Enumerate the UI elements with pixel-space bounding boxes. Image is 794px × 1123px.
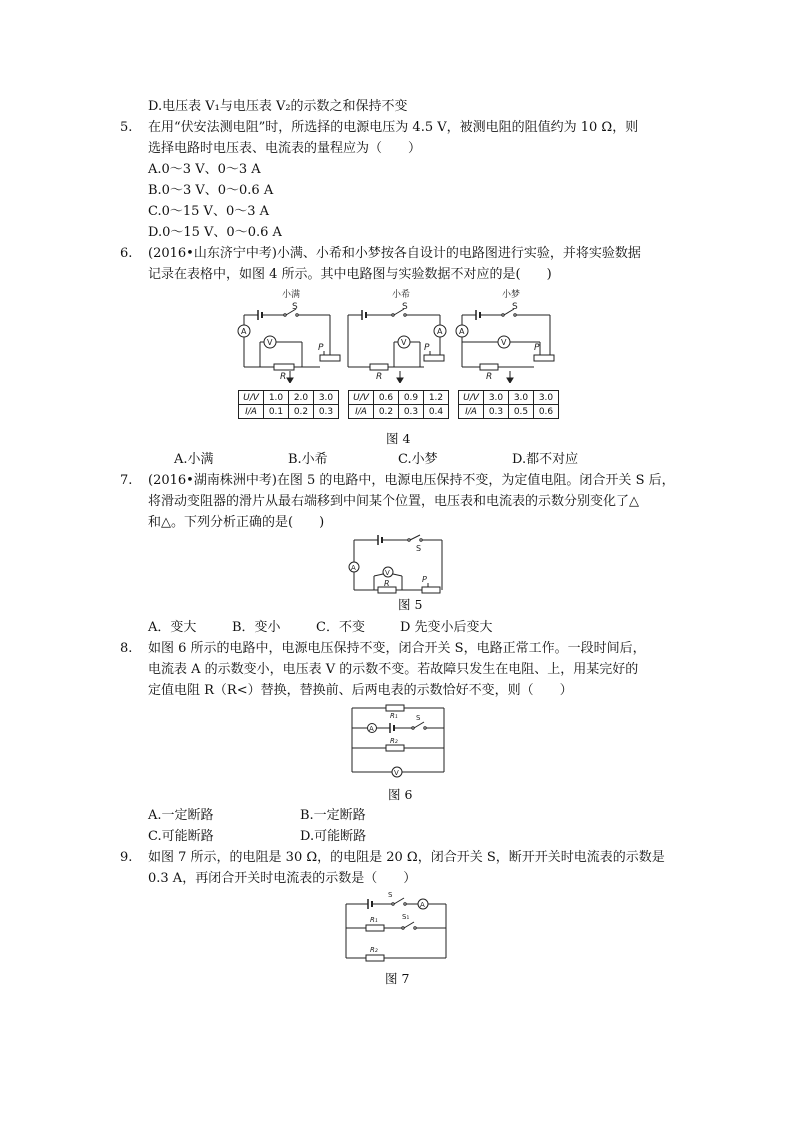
svg-text:P: P: [318, 343, 324, 353]
table-header: I/A: [459, 405, 484, 419]
question-text: 如图 7 所示，的电阻是 30 Ω，的电阻是 20 Ω，闭合开关 S，断开开关时电流表的示数是: [148, 850, 665, 865]
svg-text:S: S: [512, 302, 518, 312]
question-text: 和△。下列分析正确的是( ): [148, 515, 325, 530]
svg-text:P: P: [422, 575, 427, 584]
option: C.可能断路: [148, 829, 214, 844]
option: D.都不对应: [512, 452, 579, 467]
option: D.0～15 V、0～0.6 A: [148, 225, 282, 240]
svg-text:V: V: [394, 769, 399, 777]
table-cell: 1.2: [424, 391, 449, 405]
question-text: 0.3 A，再闭合开关时电流表的示数是（ ）: [148, 871, 417, 886]
table-row: [239, 391, 339, 405]
table-cell: 0.5: [509, 405, 534, 419]
svg-text:S₁: S₁: [402, 913, 410, 921]
table-cell: 0.6: [534, 405, 559, 419]
resistor-icon: [274, 364, 294, 370]
svg-text:S: S: [402, 302, 408, 312]
resistor-icon: [386, 745, 404, 751]
option: D.可能断路: [300, 829, 367, 844]
figure-caption: 图 4: [386, 431, 411, 446]
table-row: [239, 405, 339, 419]
question-text: 如图 6 所示的电路中，电源电压保持不变，闭合开关 S，电路正常工作。一段时间后，: [148, 641, 646, 656]
table-header: I/A: [349, 405, 374, 419]
switch-label: S: [416, 544, 422, 553]
figure-4-circuits: [232, 287, 562, 383]
figure-caption: 图 5: [398, 597, 423, 612]
svg-text:A: A: [459, 327, 465, 336]
option: A.小满: [174, 452, 214, 467]
table-row: [459, 405, 559, 419]
table-cell: 0.3: [484, 405, 509, 419]
switch-label: S: [416, 714, 421, 722]
resistor-icon: [366, 925, 384, 931]
svg-text:A: A: [369, 725, 374, 733]
svg-text:V: V: [501, 338, 507, 347]
option: A.0～3 V、0～3 A: [148, 162, 261, 177]
table-cell: 0.4: [424, 405, 449, 419]
svg-text:R: R: [376, 372, 383, 382]
resistor-icon: [370, 364, 388, 370]
circuit-diagram: [348, 288, 446, 383]
table-header: U/V: [349, 391, 374, 405]
svg-text:R₂: R₂: [390, 737, 398, 745]
svg-text:R: R: [486, 372, 493, 382]
figure-7-circuit: [340, 890, 452, 964]
switch-label: S: [388, 891, 393, 899]
rheostat-icon: [320, 355, 340, 361]
rheostat-icon: [534, 355, 554, 361]
table-cell: 0.3: [399, 405, 424, 419]
option: A．变大: [148, 620, 197, 635]
table-cell: 3.0: [314, 391, 339, 405]
table-header: I/A: [239, 405, 264, 419]
circuit-label: 小梦: [502, 290, 521, 300]
table-cell: 3.0: [534, 391, 559, 405]
option: B.一定断路: [300, 808, 366, 823]
table-header: U/V: [459, 391, 484, 405]
option: D 先变小后变大: [400, 620, 493, 635]
data-table-xiaomeng: [458, 390, 559, 419]
question-text: 将滑动变阻器的滑片从最右端移到中间某个位置，电压表和电流表的示数分别变化了△: [148, 494, 639, 509]
data-table-xiaoxi: [348, 390, 449, 419]
resistor-icon: [386, 705, 404, 711]
svg-text:V: V: [401, 338, 407, 347]
option: B.小希: [288, 452, 328, 467]
svg-text:R₁: R₁: [370, 916, 378, 924]
svg-text:P: P: [424, 343, 430, 353]
option: B.0～3 V、0～0.6 A: [148, 183, 274, 198]
svg-text:A: A: [241, 327, 247, 336]
question-text: 选择电路时电压表、电流表的量程应为（ ）: [148, 141, 422, 156]
table-cell: 0.3: [314, 405, 339, 419]
question-text: 定值电阻 R（R<）替换，替换前、后两电表的示数恰好不变，则（ ）: [148, 683, 573, 698]
table-header: U/V: [239, 391, 264, 405]
option: C.0～15 V、0～3 A: [148, 204, 270, 219]
question-text: (2016•山东济宁中考)小满、小希和小梦按各自设计的电路图进行实验，并将实验数据: [148, 246, 641, 261]
svg-text:A: A: [437, 327, 443, 336]
question-number: 8.: [120, 641, 133, 656]
svg-text:R₁: R₁: [390, 712, 398, 720]
svg-text:R: R: [280, 372, 287, 382]
question-text: 记录在表格中，如图 4 所示。其中电路图与实验数据不对应的是( ): [148, 267, 552, 282]
svg-text:R: R: [384, 579, 390, 588]
q4-option-d: D.电压表 V₁与电压表 V₂的示数之和保持不变: [148, 99, 408, 114]
table-cell: 3.0: [509, 391, 534, 405]
resistor-icon: [366, 955, 384, 961]
question-text: 电流表 A 的示数变小，电压表 V 的示数不变。若故障只发生在电阻、上，用某完好的: [148, 662, 639, 677]
option: A.一定断路: [148, 808, 214, 823]
circuit-label: 小满: [282, 290, 301, 300]
table-cell: 0.2: [374, 405, 399, 419]
option: C.小梦: [398, 452, 438, 467]
table-cell: 0.9: [399, 391, 424, 405]
question-number: 7.: [120, 473, 133, 488]
table-cell: 0.6: [374, 391, 399, 405]
question-number: 6.: [120, 246, 133, 261]
question-number: 9.: [120, 850, 133, 865]
resistor-icon: [480, 364, 498, 370]
svg-text:V: V: [385, 569, 390, 577]
option: C．不变: [316, 620, 365, 635]
figure-caption: 图 6: [388, 787, 413, 802]
svg-text:V: V: [267, 338, 273, 347]
table-row: [459, 391, 559, 405]
rheostat-icon: [424, 355, 444, 361]
table-cell: 0.2: [289, 405, 314, 419]
circuit-diagram: [456, 288, 554, 383]
svg-text:R₂: R₂: [370, 946, 378, 954]
rheostat-icon: [422, 587, 440, 593]
circuit-label: 小希: [392, 290, 411, 300]
switch-label: S: [292, 302, 298, 312]
data-table-xiaoman: [238, 390, 339, 419]
table-cell: 1.0: [264, 391, 289, 405]
table-row: [349, 405, 449, 419]
svg-text:A: A: [351, 564, 356, 572]
question-text: (2016•湖南株洲中考)在图 5 的电路中，电源电压保持不变，为定值电阻。闭合开关 S 后，: [148, 473, 675, 488]
table-cell: 2.0: [289, 391, 314, 405]
question-number: 5.: [120, 120, 133, 135]
table-cell: 3.0: [484, 391, 509, 405]
question-text: 在用“伏安法测电阻”时，所选择的电源电压为 4.5 V，被测电阻的阻值约为 10 Ω，则: [148, 120, 639, 135]
figure-5-circuit: [344, 534, 448, 598]
figure-6-circuit: [346, 702, 450, 782]
table-row: [349, 391, 449, 405]
svg-text:P: P: [534, 343, 540, 353]
figure-caption: 图 7: [385, 971, 410, 986]
circuit-diagram: [238, 288, 340, 383]
option: B．变小: [232, 620, 281, 635]
table-cell: 0.1: [264, 405, 289, 419]
svg-text:A: A: [420, 901, 425, 909]
